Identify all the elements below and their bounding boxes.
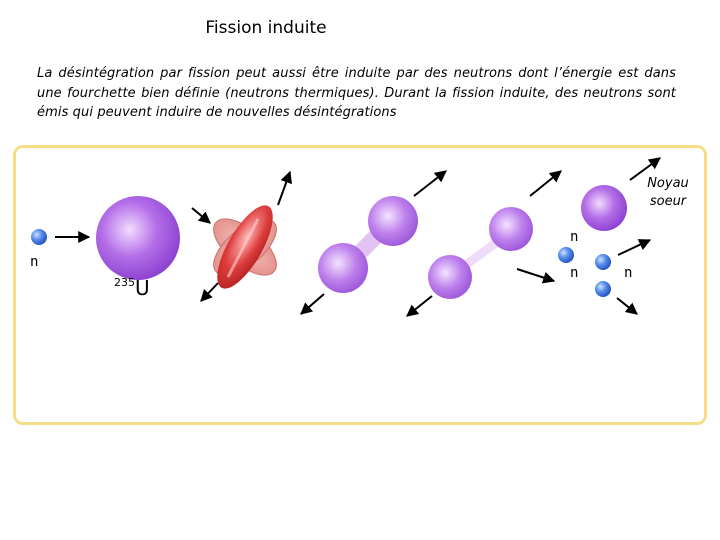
- emitted-neutron: [558, 247, 574, 263]
- arrow: [414, 171, 446, 196]
- uranium-label: [114, 276, 150, 300]
- arrow: [617, 298, 637, 314]
- arrow: [201, 283, 218, 301]
- neutron-label: n: [570, 265, 579, 281]
- arrow: [407, 296, 432, 316]
- fission-fragments: [428, 207, 533, 299]
- neutron-label: n: [570, 229, 579, 245]
- daughter-nucleus: [581, 185, 627, 231]
- splitting-nucleus: [318, 196, 418, 293]
- uranium-nucleus: [96, 196, 180, 280]
- daughter-nucleus-label: Noyau soeur: [647, 176, 689, 209]
- emitted-neutron: [595, 254, 611, 270]
- arrow: [301, 294, 324, 314]
- arrow: [618, 240, 650, 255]
- arrow: [530, 171, 561, 196]
- fissioning-nucleus: [204, 198, 285, 296]
- arrow: [517, 269, 554, 281]
- incoming-neutron: [31, 229, 47, 245]
- neutron-label: n: [30, 254, 39, 270]
- arrow: [192, 208, 210, 223]
- uranium-symbol: U: [135, 276, 150, 300]
- emitted-neutron: [595, 281, 611, 297]
- neutron-label: n: [624, 265, 633, 281]
- page-title: Fission induite: [205, 18, 327, 38]
- uranium-mass-number: 235: [114, 276, 135, 289]
- arrow: [278, 172, 290, 205]
- description-paragraph: La désintégration par fission peut aussi être induite par des neutrons dont l’énergie est dans une fourchette bien définie (neutrons thermiques). Durant la fission induite, des neutrons sont émis qui peuvent induire de nouvelles désintégrations: [37, 66, 676, 120]
